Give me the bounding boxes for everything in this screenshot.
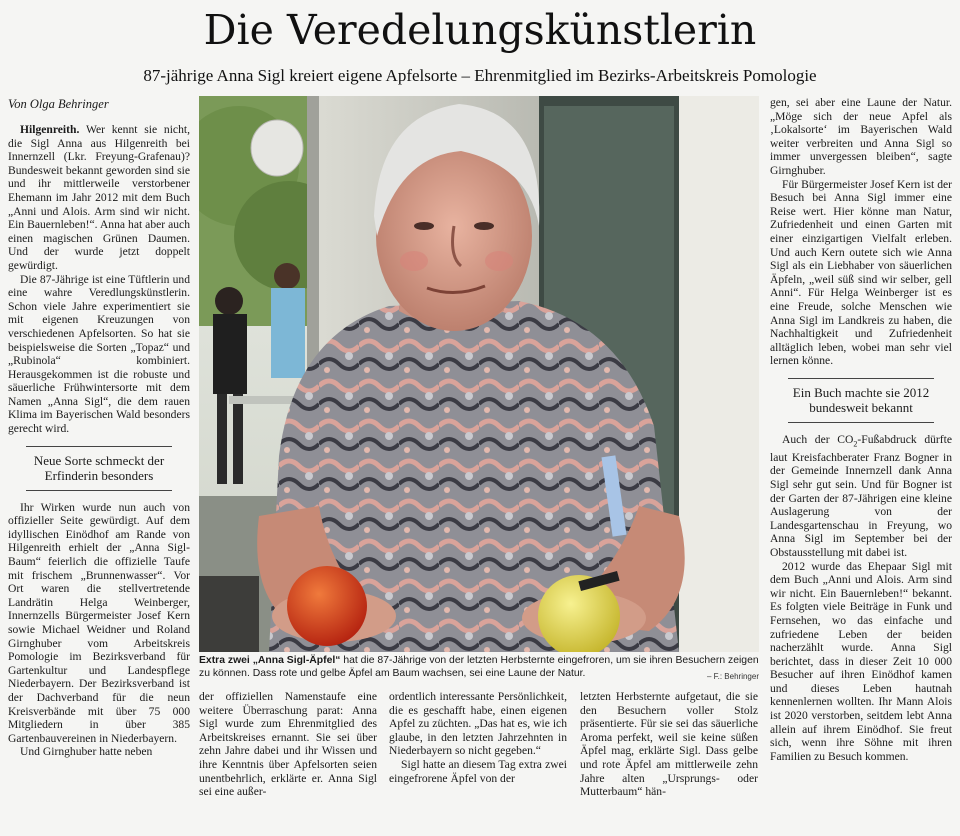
photo-illustration	[199, 96, 759, 652]
article-photo	[199, 96, 759, 652]
headline: Die Veredelungskünstlerin	[203, 6, 757, 54]
paragraph: Für Bürgermeister Josef Kern ist der Besuch bei Anna Sigl immer eine Reise wert. Hier könne man Natur, Zufriedenheit und einen Garten mit einer einzigartigen Vielfalt erleben. Und auch Kern outete sich wie Anna Sigl als ein Liebhaber von säuerlichen Äpfeln, „weil süß sind wir selber, gell Anni“. Für Helga Weinberger ist es eine Freude, solche Menschen wie Anna Sigl im Landkreis zu haben, die Nachhaltigkeit und Zufriedenheit alltäglich leben, wobei man sehr viel lernen könne.	[770, 177, 952, 368]
paragraph: Und Girnghuber hatte neben	[20, 745, 153, 759]
photo-credit: – F.: Behringer	[706, 671, 759, 681]
caption-lead: Extra zwei „Anna Sigl-Äpfel“	[199, 655, 341, 666]
article-column-2	[199, 690, 377, 799]
paragraph: gen, sei aber eine Laune der Natur. „Möge sich der neue Apfel als ‚Lokalsorte‘ im Bayerischen Wald weiter verbreiten und Anna Sigl so immer unvergessen bleiben“, sagte Girnghuber.	[770, 96, 952, 177]
crosshead: Ein Buch machte sie 2012 bundesweit bekannt	[788, 378, 934, 423]
article-column-3	[389, 690, 567, 785]
byline: Von Olga Behringer	[8, 97, 109, 111]
paragraph: letzten Herbsternte aufgetaut, die sie den Besuchern voller Stolz präsentierte. Für sie sei das säuerliche Aroma perfekt, weil sie keine süßen Äpfel mag, erklärte Sigl. Dass gelbe und rote Äpfel am mittlerweile zehn Jahre alten „Ursprungs- oder Mutterbaum“ hän-	[580, 690, 758, 799]
crosshead: Neue Sorte schmeckt der Erfinderin besonders	[26, 446, 172, 491]
dateline: Hilgenreith.	[20, 123, 80, 136]
paragraph: Hilgenreith. Wer kennt sie nicht, die Sigl Anna aus Hilgenreith bei Innernzell (Lkr. Freyung-Grafenau)? Bundesweit bekannt geworden sind sie und ihr mittlerweile verstorbener Ehemann im Jahr 2012 mit dem Buch „Anni und Alois. Arm sind wir nicht. Ein Bauernleben!“. Anna hat aber auch einen magischen Grünen Daumen. Und der wurde jetzt doppelt gewürdigt.	[8, 123, 190, 272]
article-column-5	[770, 96, 952, 763]
article-column-4	[580, 690, 758, 799]
paragraph: Ihr Wirken wurde nun auch von offizieller Seite gewürdigt. Auf dem idyllischen Einödhof am Rande von Hilgenreith erhielt der „Anna Sigl-Baum“ feierlich die offizielle Taufe mit frischem „Brunnenwasser“. Vor Ort waren die stellvertretende Landrätin Helga Weinberger, Innernzells Bürgermeister Josef Kern sowie Michael Weidner und Roland Girnghuber vom Arbeitskreis Pomologie im Bezirksverband für Gartenkultur und Landespflege Niederbayern. Der Bezirksverband ist der Dachverband für die neun Kreisverbände mit über 75 000 Mitgliedern in über 385 Gartenbauvereinen in Niederbayern.	[8, 500, 190, 745]
paragraph: Die 87-Jährige ist eine Tüftlerin und eine wahre Veredlungskünstlerin. Schon viele Jahre experimentiert sie mit eigenen Kreuzungen von verschiedenen Apfelsorten. So hat sie beispielsweise die Sorten „Topaz“ und „Rubinola“ kombiniert. Herausgekommen ist die robuste und säuerliche Frühwintersorte mit dem Namen „Anna Sigl“, die dem rauen Klima im Bayerischen Wald besonders gerecht wird.	[8, 272, 190, 436]
red-apple	[287, 566, 367, 646]
paragraph: der offiziellen Namenstaufe eine weitere Überraschung parat: Anna Sigl wurde zum Ehrenmitglied des Arbeitskreises ernannt. Sie sei über zehn Jahre dabei und ihr Wissen und ihre Kenntnis über Apfelsorten seien unentbehrlich, erklärte er. Anna Sigl sei eine außer-	[199, 690, 377, 799]
caption-text: hat die 87-Jährige von der letzten Herbsternte eingefroren, um sie ihren Besuchern zeigen zu können. Dass rote und gelbe Äpfel am Baum wachsen, sei eine Laune der Natur.	[199, 655, 759, 679]
paragraph: ordentlich interessante Persönlichkeit, die es geschafft habe, einen eigenen Apfel zu züchten. „Das hat es, wie ich glaube, in den letzten Jahrzehnten in Niederbayern so nicht gegeben.“	[389, 690, 567, 758]
article-column-1	[8, 123, 190, 759]
photo-caption	[199, 655, 759, 683]
paragraph: Auch der $CO_2$-Fußabdruck dürfte laut Kreisfachberater Franz Bogner in der Gemeinde Innernzell dank Anna Sigl sehr gut sein. Und für Bogner ist der Garten der 87-Jährigen eine kleine Auslagerung von der Landesgartenschau in Freyung, wo Anna Sigl im September bei der Obstausstellung mit dabei ist.	[770, 432, 952, 559]
paragraph: 2012 wurde das Ehepaar Sigl mit dem Buch „Anni und Alois. Arm sind wir nicht. Ein Bauernleben!“ bekannt. Es folgten viele Beiträge in Funk und Fernsehen, wo das einfache und zufriedene Leben der beiden nacherzählt wurde. Anna Sigl berichtet, dass in dieser Zeit 10 000 Besucher auf ihren Einödhof kamen und dieses Leben hautnah kennenlernen wollten. Ihr Mann Alois ist 2020 verstorben, seitdem lebt Anna allein auf ihrem Einödhof. Sie freut sich, wenn ihre Söhne mit ihren Familien zu Besuch kommen.	[770, 559, 952, 763]
subheadline: 87-jährige Anna Sigl kreiert eigene Apfelsorte – Ehrenmitglied im Bezirks-Arbeitskreis Pomologie	[143, 66, 817, 85]
paragraph: Sigl hatte an diesem Tag extra zwei eingefrorene Äpfel von der	[389, 757, 567, 785]
